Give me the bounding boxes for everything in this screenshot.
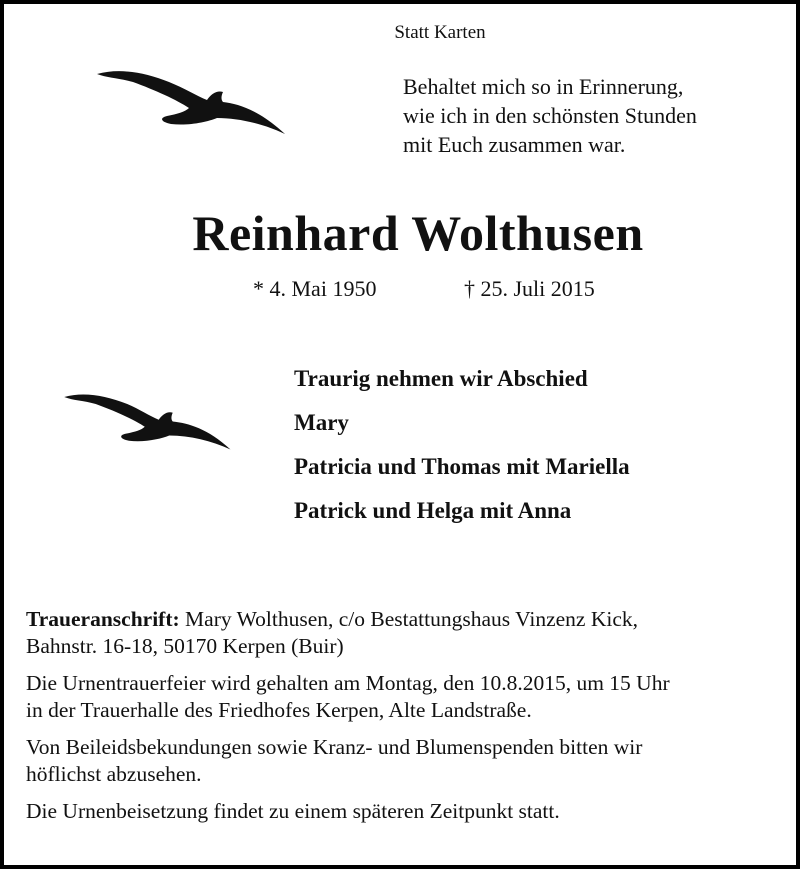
- verse-line: mit Euch zusammen war.: [403, 132, 626, 157]
- funeral-info: [26, 606, 776, 835]
- condolence-line: Von Beileidsbekundungen sowie Kranz- und Blumenspenden bitten wir: [26, 735, 643, 759]
- mourners-list: [294, 364, 630, 540]
- mourning-address: [26, 606, 776, 660]
- ceremony-info: [26, 670, 776, 724]
- address-label: Traueranschrift:: [26, 607, 180, 631]
- address-line: Bahnstr. 16-18, 50170 Kerpen (Buir): [26, 634, 344, 658]
- deceased-name: Reinhard Wolthusen: [192, 205, 644, 261]
- burial-info: [26, 798, 776, 825]
- mourner-name: Patrick und Helga mit Anna: [294, 498, 572, 523]
- death-date: † 25. Juli 2015: [464, 276, 595, 301]
- birth-date: * 4. Mai 1950: [253, 276, 377, 301]
- statt-karten-heading: Statt Karten: [394, 22, 486, 43]
- verse-line: Behaltet mich so in Erinnerung,: [403, 74, 684, 99]
- ceremony-line: Die Urnentrauerfeier wird gehalten am Montag, den 10.8.2015, um 15 Uhr: [26, 671, 670, 695]
- condolence-info: [26, 734, 776, 788]
- ceremony-line: in der Trauerhalle des Friedhofes Kerpen, Alte Landstraße.: [26, 698, 532, 722]
- mourner-name: Mary: [294, 410, 349, 435]
- address-line: Mary Wolthusen, c/o Bestattungshaus Vinzenz Kick,: [185, 607, 639, 631]
- bird-icon: [59, 384, 234, 459]
- memorial-verse: [403, 72, 697, 159]
- bird-icon: [89, 64, 289, 144]
- condolence-line: höflichst abzusehen.: [26, 762, 202, 786]
- farewell-intro: Traurig nehmen wir Abschied: [294, 366, 588, 391]
- burial-line: Die Urnenbeisetzung findet zu einem späteren Zeitpunkt statt.: [26, 799, 560, 823]
- mourner-name: Patricia und Thomas mit Mariella: [294, 454, 630, 479]
- verse-line: wie ich in den schönsten Stunden: [403, 103, 697, 128]
